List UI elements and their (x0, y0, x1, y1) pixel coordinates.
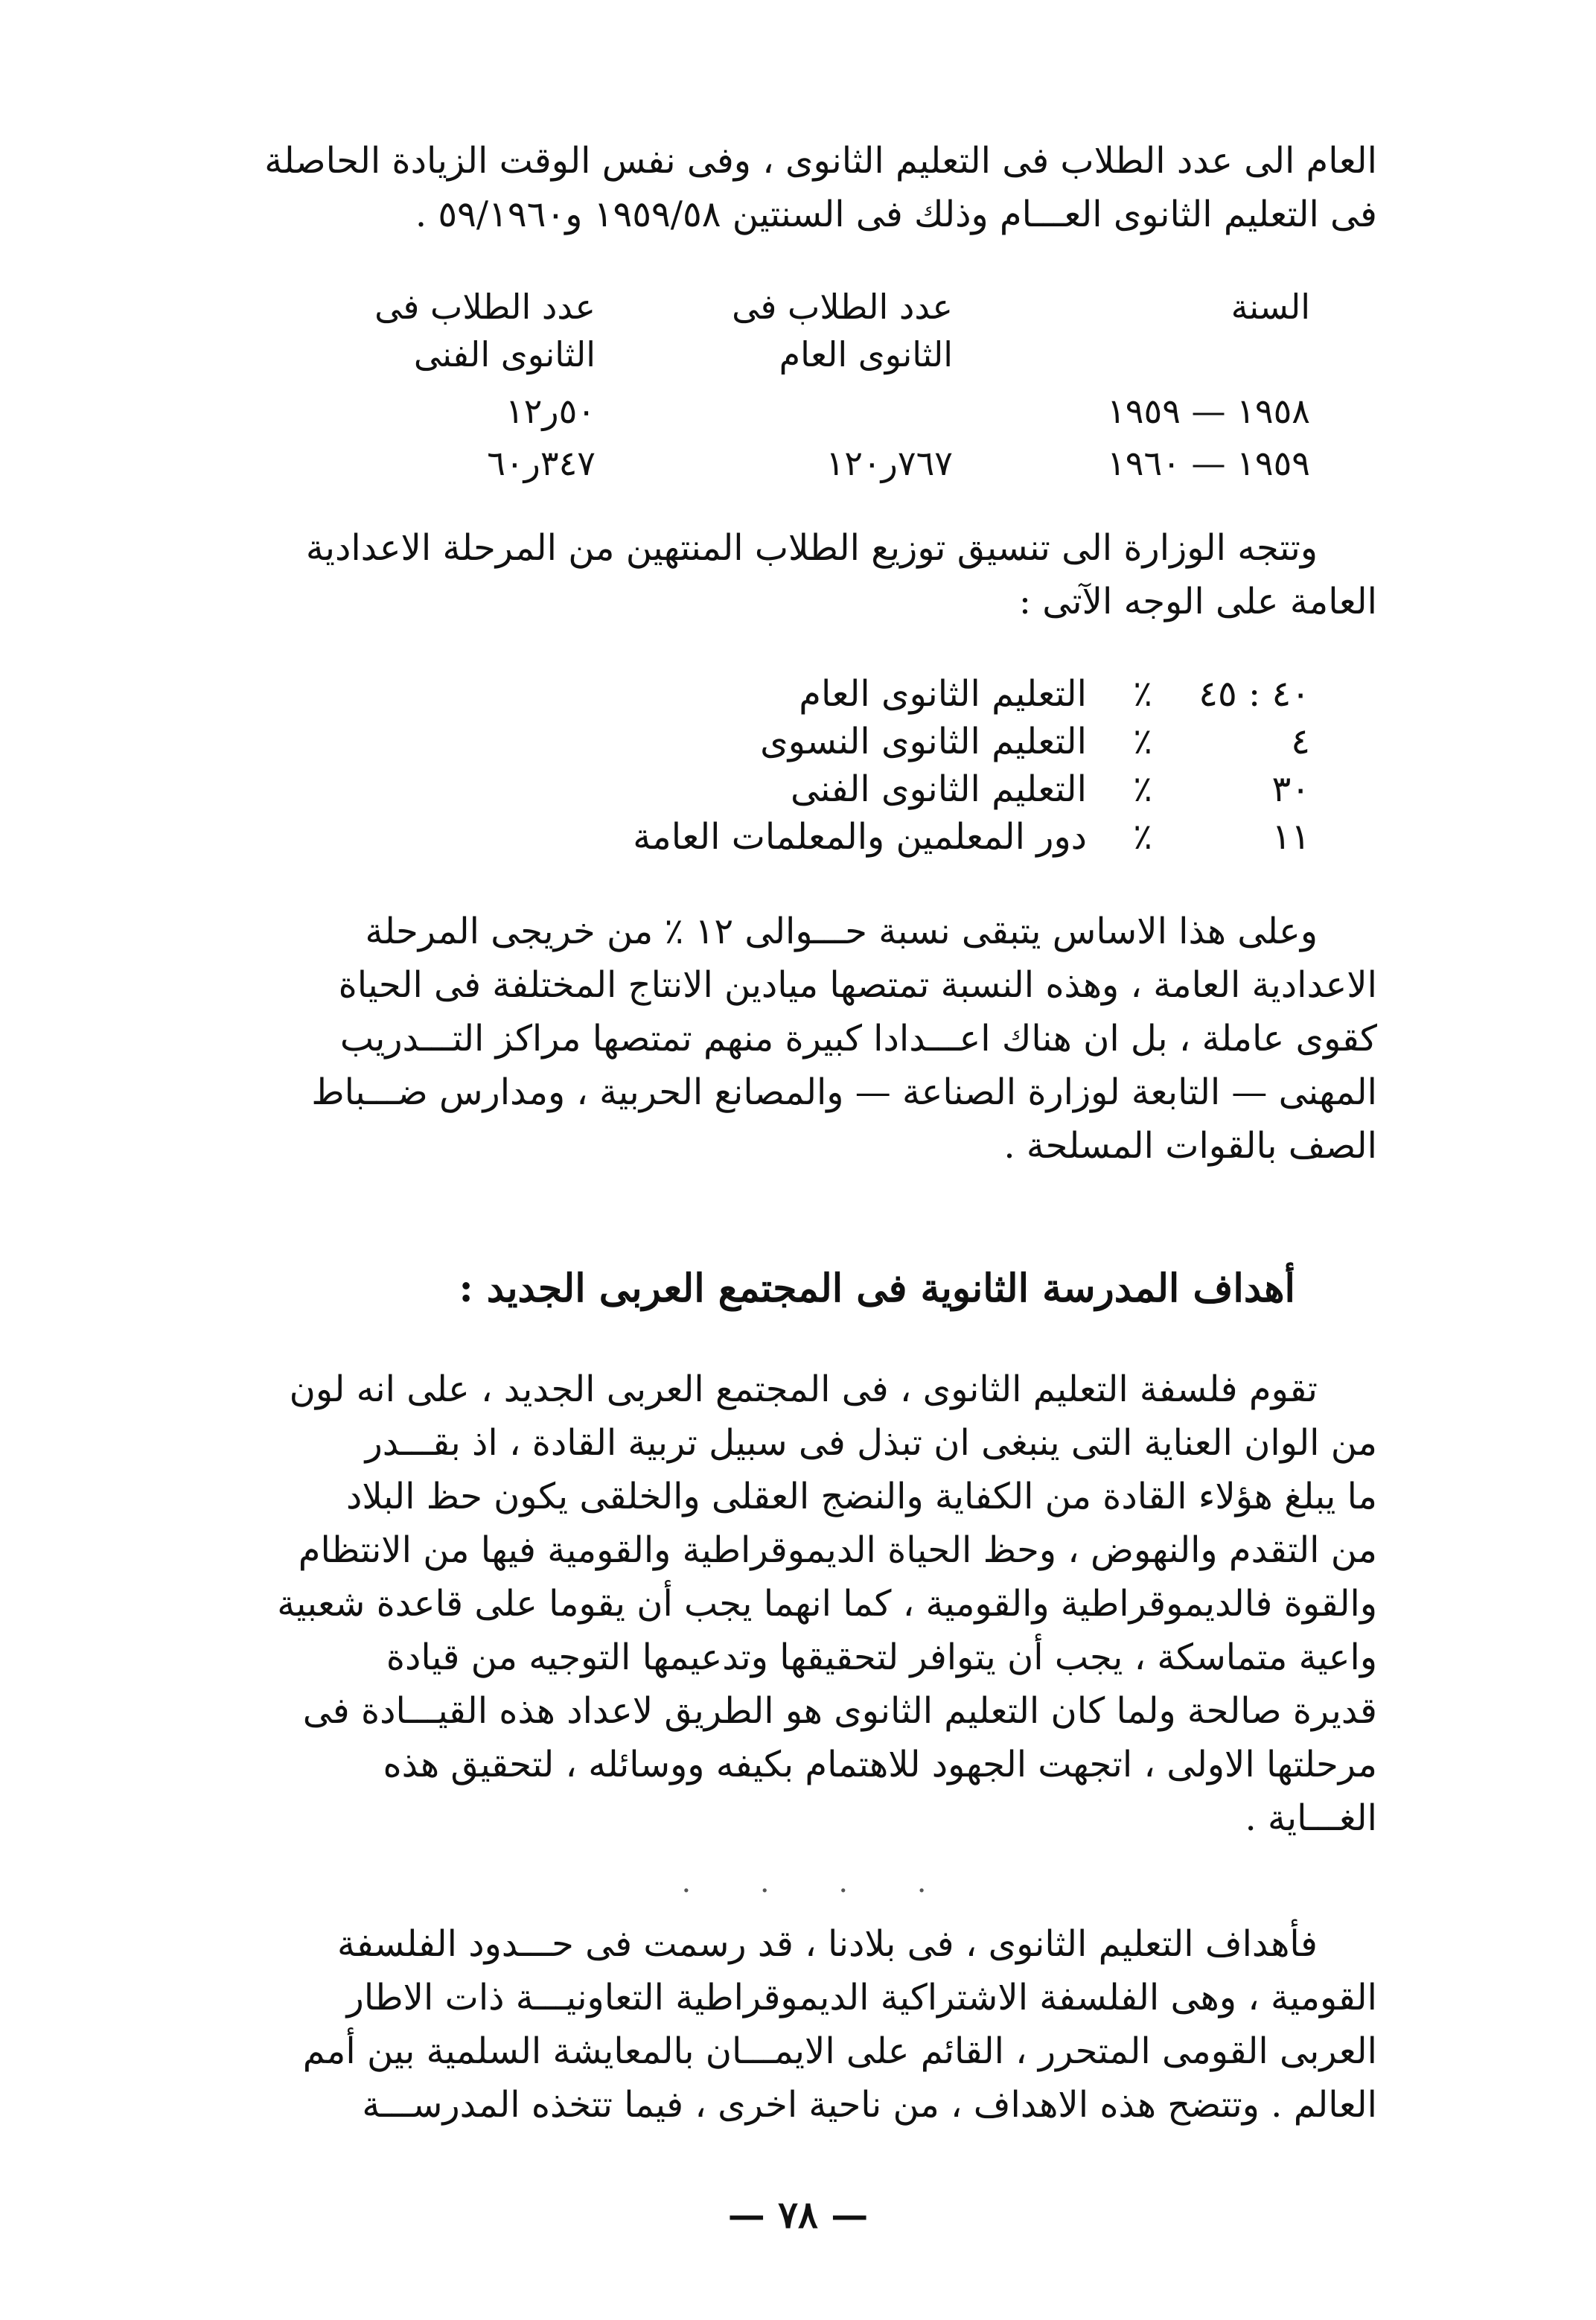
text-line: مرحلتها الاولى ، اتجهت الجهود للاهتمام بكيفه ووسائله ، لتحقيق هذه (383, 1744, 1377, 1785)
text-line: فى التعليم الثانوى العـــام وذلك فى السنتين ١٩٥٩/٥٨ و٥٩/١٩٦٠ . (415, 194, 1377, 235)
text-line: واعية متماسكة ، يجب أن يتوافر لتحقيقها وتدعيمها التوجيه من قيادة (386, 1637, 1377, 1678)
distribution-list (447, 670, 1310, 861)
text-line: الصف بالقوات المسلحة . (1003, 1125, 1377, 1167)
text-line: قديرة صالحة ولما كان التعليم الثانوى هو الطريق لاعداد هذه القيـــادة فى (302, 1690, 1377, 1732)
separator-dots: . . . . (681, 1865, 957, 1899)
distribution-label: دور المعلمين والمعلمات العامة (633, 816, 1087, 858)
section-heading: أهداف المدرسة الثانوية فى المجتمع العربى الجديد : (459, 1266, 1295, 1311)
percent-sign: ٪ (1133, 721, 1152, 762)
text-line: القومية ، وهى الفلسفة الاشتراكية الديموقراطية التعاونيـــة ذات الاطار (346, 1977, 1377, 2018)
header-year: السنة (1230, 287, 1310, 327)
text-line: المهنى — التابعة لوزارة الصناعة — والمصانع الحربية ، ومدارس ضـــباط (311, 1071, 1377, 1113)
distribution-row (447, 813, 1310, 861)
text-line: ما يبلغ هؤلاء القادة من الكفاية والنضج العقلى والخلقى يكون حظ البلاد (345, 1476, 1377, 1517)
distribution-percent: ١١ (1271, 816, 1310, 858)
header-general-secondary: عدد الطلاب فى الثانوى العام (732, 287, 953, 375)
text-line: تقوم فلسفة التعليم الثانوى ، فى المجتمع العربى الجديد ، على انه لون (289, 1368, 1318, 1410)
percent-sign: ٪ (1133, 768, 1152, 810)
goals-paragraph (231, 1917, 1377, 2132)
text-line: وتتجه الوزارة الى تنسيق توزيع الطلاب المنتهين من المرحلة الاعدادية (305, 527, 1318, 569)
text-line: وعلى هذا الاساس يتبقى نسبة حـــوالى ١٢ ٪ من خريجى المرحلة (365, 911, 1318, 952)
text-line: الغـــاية . (1245, 1797, 1377, 1839)
row-technical-count: ٥٠ر١٢ (505, 391, 596, 431)
page-number: — ٧٨ — (727, 2193, 869, 2237)
intro-paragraph (231, 134, 1377, 241)
text-line: العام الى عدد الطلاب فى التعليم الثانوى ، وفى نفس الوقت الزيادة الحاصلة (264, 140, 1377, 182)
distribution-row (447, 670, 1310, 718)
distribution-label: التعليم الثانوى الفنى (791, 768, 1087, 810)
distribution-row (447, 765, 1310, 813)
distribution-percent: ٤ (1291, 721, 1310, 762)
distribution-label: التعليم الثانوى النسوى (760, 721, 1087, 762)
text-line: والقوة فالديموقراطية والقومية ، كما انهما يجب أن يقوما على قاعدة شعبية (277, 1583, 1377, 1625)
text-line: فأهداف التعليم الثانوى ، فى بلادنا ، قد رسمت فى حـــدود الفلسفة (337, 1923, 1318, 1965)
distribution-label: التعليم الثانوى العام (799, 673, 1087, 715)
distribution-percent: ٣٠ (1271, 768, 1310, 810)
ministry-paragraph (231, 521, 1377, 628)
text-line: العالم . وتتضح هذه الاهداف ، من ناحية اخرى ، فيما تتخذه المدرســـة (362, 2084, 1377, 2126)
percent-sign: ٪ (1133, 816, 1152, 858)
header-technical-secondary: عدد الطلاب فى الثانوى الفنى (374, 287, 596, 375)
distribution-row (447, 718, 1310, 765)
row-technical-count: ٣٤٧ر٦٠ (487, 443, 596, 483)
text-line: الاعدادية العامة ، وهذه النسبة تمتصها ميادين الانتاج المختلفة فى الحياة (338, 964, 1377, 1006)
basis-paragraph (231, 905, 1377, 1173)
row-year: ١٩٥٨ — ١٩٥٩ (1107, 391, 1310, 431)
percent-sign: ٪ (1133, 673, 1152, 715)
row-general-count: ٧٦٧ر١٢٠ (826, 443, 953, 483)
row-year: ١٩٥٩ — ١٩٦٠ (1107, 443, 1310, 483)
text-line: العربى القومى المتحرر ، القائم على الايمـــان بالمعايشة السلمية بين أمم (302, 2030, 1377, 2072)
text-line: من الوان العناية التى ينبغى ان تبذل فى سبيل تربية القادة ، اذ بقـــدر (365, 1422, 1377, 1464)
text-line: كقوى عاملة ، بل ان هناك اعـــدادا كبيرة منهم تمتصها مراكز التـــدريب (339, 1018, 1377, 1059)
distribution-percent: ٤٠ : ٤٥ (1198, 673, 1310, 715)
philosophy-paragraph (231, 1363, 1377, 1845)
text-line: من التقدم والنهوض ، وحظ الحياة الديموقراطية والقومية فيها من الانتظام (298, 1529, 1377, 1571)
text-line: العامة على الوجه الآتى : (1018, 581, 1377, 622)
